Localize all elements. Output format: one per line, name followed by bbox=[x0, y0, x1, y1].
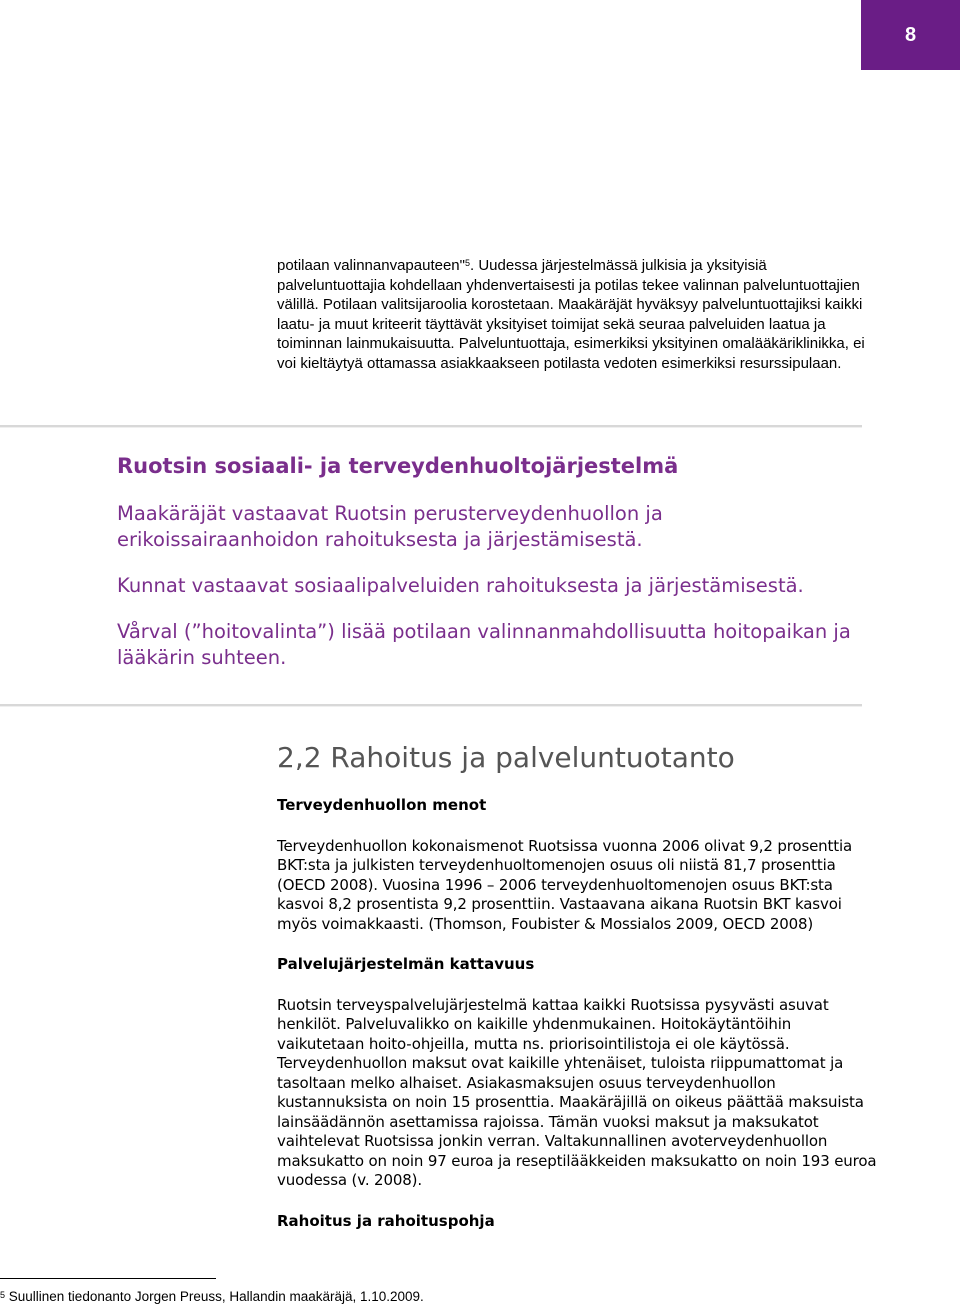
section-divider-bottom bbox=[0, 704, 862, 707]
intro-text-start: potilaan valinnanvapauteen" bbox=[277, 257, 465, 274]
section-divider-top bbox=[0, 425, 862, 428]
highlight-box bbox=[117, 451, 857, 671]
intro-text bbox=[277, 256, 877, 373]
footnote-number: 5 bbox=[0, 1290, 6, 1300]
subheading-coverage: Palvelujärjestelmän kattavuus bbox=[277, 955, 535, 973]
subheading-health-expenditure: Terveydenhuollon menot bbox=[277, 796, 487, 814]
paragraph-coverage: Ruotsin terveyspalvelujärjestelmä kattaa kaikki Ruotsissa pysyvästi asuvat henkilöt. Palveluvalikko on kaikille yhdenmukainen. Hoitokäytäntöihin vaikutetaan hoito-ohjeilla, mutta ns. priorisointilistoja ei ole käytössä. Terveydenhuollon maksut ovat kaikille yhtenäiset, tuloista riippumattomat ja tasoltaan melko alhaiset. Asiakasmaksujen osuus terveydenhuollon kustannuksista on noin 15 prosenttia. Maakäräjillä on oikeus päättää maksuista lainsäädännön asettamissa rajoissa. Tämän vuoksi maksut ja maksukatot vaihtelevat Ruotsissa jonkin verran. Valtakunnallinen avoterveydenhuollon maksukatto on noin 97 euroa ja reseptilääkkeiden maksukatto on noin 193 euroa vuodessa (v. 2008). bbox=[277, 995, 877, 1189]
page-number: 8 bbox=[904, 23, 917, 46]
intro-paragraph bbox=[277, 256, 877, 373]
page-number-badge bbox=[861, 0, 960, 70]
subheading-financing-base: Rahoitus ja rahoituspohja bbox=[277, 1211, 495, 1230]
highlight-title: Ruotsin sosiaali- ja terveydenhuoltojärjestelmä bbox=[117, 454, 679, 478]
footnote-separator bbox=[0, 1278, 216, 1279]
footnote-text: Suullinen tiedonanto Jorgen Preuss, Hallandin maakäräjä, 1.10.2009. bbox=[5, 1289, 424, 1304]
footnote bbox=[0, 1288, 900, 1306]
intro-text-end: . Uudessa järjestelmässä julkisia ja yksityisiä palveluntuottajia kohdellaan yhdenvertaisesti ja potilas tekee valinnan palveluntuottajien välillä. Potilaan valitsijaroolia korostetaan. Maakäräjät hyväksyy palveluntuottajiksi kaikki laatu- ja muut kriteerit täyttävät yksityiset toimijat sekä seuraa palveluiden laatua ja toiminnan lainmukaisuutta. Palveluntuottaja, esimerkiksi yksityinen omalääkäriklinikka, ei voi kieltäytyä ottamassa asiakkaakseen potilasta vedoten esimerkiksi resurssipulaan. bbox=[277, 257, 865, 372]
highlight-paragraph-2: Kunnat vastaavat sosiaalipalveluiden rahoituksesta ja järjestämisestä. bbox=[117, 574, 804, 597]
highlight-paragraph-1: Maakäräjät vastaavat Ruotsin perusterveydenhuollon ja erikoissairaanhoidon rahoituksesta ja järjestämisestä. bbox=[117, 502, 663, 551]
section-title: 2,2 Rahoitus ja palveluntuotanto bbox=[277, 741, 735, 774]
highlight-paragraph-3: Vårval (”hoitovalinta”) lisää potilaan valinnanmahdollisuutta hoitopaikan ja lääkärin suhteen. bbox=[117, 620, 851, 669]
paragraph-health-expenditure: Terveydenhuollon kokonaismenot Ruotsissa vuonna 2006 olivat 9,2 prosenttia BKT:sta ja julkisten terveydenhuoltomenojen osuus oli niistä 81,7 prosenttia (OECD 2008). Vuosina 1996 – 2006 terveydenhuoltomenojen osuus BKT:sta kasvoi 8,2 prosentista 9,2 prosenttiin. Vastaavana aikana Ruotsin BKT kasvoi myös voimakkaasti. (Thomson, Foubister & Mossialos 2009, OECD 2008) bbox=[277, 836, 853, 933]
footnote-reference[interactable]: 5 bbox=[464, 258, 470, 268]
financing-section bbox=[277, 738, 877, 1231]
